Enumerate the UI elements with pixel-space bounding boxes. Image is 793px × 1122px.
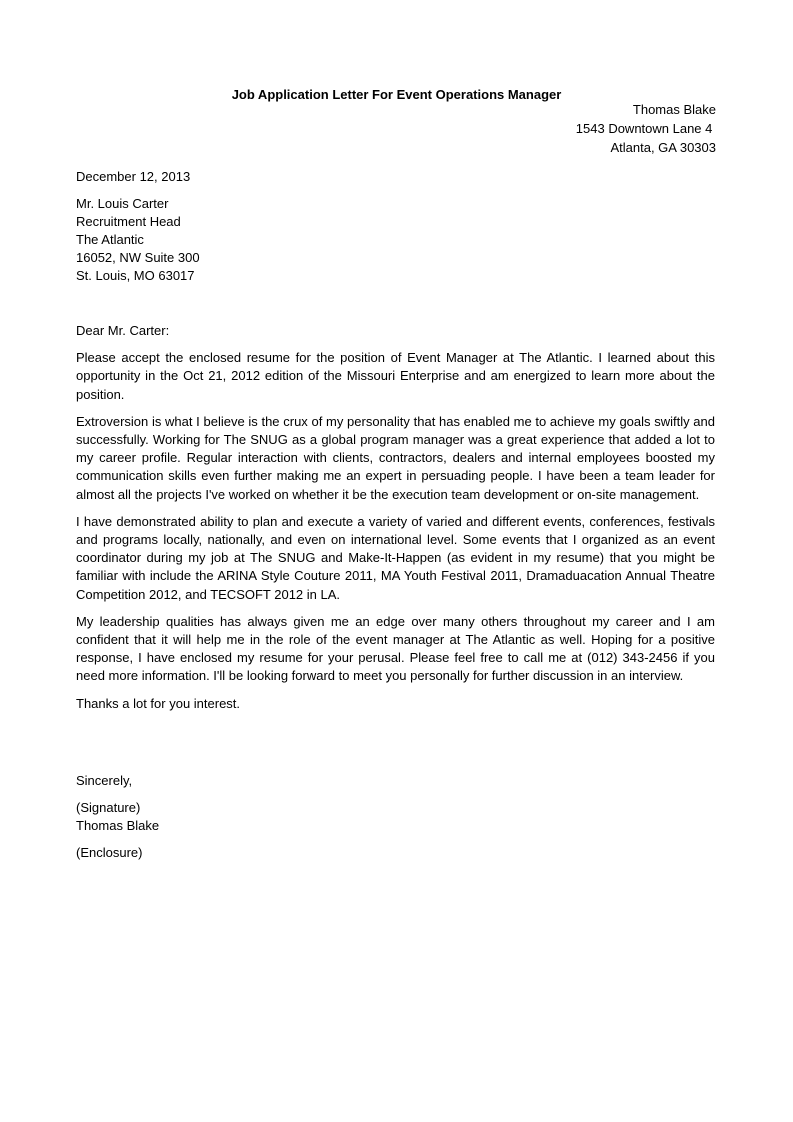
recipient-company: The Atlantic [76,232,144,247]
letter-body [76,322,715,722]
body-paragraph: My leadership qualities has always given me an edge over many others throughout my career and I am confident that it will help me in the role of the event manager at The Atlantic as well. Hoping for a positive response, I have enclosed my resume for your perusal. Please feel free to call me at (012) 343-2456 if you need more information. I'll be looking forward to meet you personally for further discussion in an interview. [76,613,715,684]
sender-city: Atlanta, GA 30303 [610,140,716,155]
salutation: Dear Mr. Carter: [76,323,170,338]
body-paragraph: Extroversion is what I believe is the crux of my personality that has enabled me to achieve my goals swiftly and successfully. Working for The SNUG as a global program manager was a great experience that added a lot to my career profile. Regular interaction with clients, contractors, dealers and internal employees boosted my communication skills even further making me an expert in persuading people. I have been a team leader for almost all the projects I've worked on whether it be the execution team development or on-site management. [76,413,715,502]
recipient-street: 16052, NW Suite 300 [76,250,200,265]
signer-name: Thomas Blake [76,818,160,833]
signature-placeholder: (Signature) [76,800,141,815]
body-paragraph: I have demonstrated ability to plan and execute a variety of varied and different events, conferences, festivals and programs locally, nationally, and even on international level. Some events that I organized as an event coordinator during my job at The SNUG and Make-It-Happen (as evident in my resume) that you might be familiar with include the ARINA Style Couture 2011, MA Youth Festival 2011, Dramaduacation Annual Theatre Competition 2012, and TECSOFT 2012 in LA. [76,513,715,602]
recipient-name: Mr. Louis Carter [76,196,169,211]
enclosure-note: (Enclosure) [76,845,143,860]
closing-block [76,772,159,862]
body-paragraph: Please accept the enclosed resume for the position of Event Manager at The Atlantic. I learned about this opportunity in the Oct 21, 2012 edition of the Missouri Enterprise and am energized to learn more about the position. [76,350,715,402]
sender-name: Thomas Blake [632,102,716,117]
sender-address-block [576,100,716,157]
letter-date: December 12, 2013 [76,169,191,184]
recipient-address-block [76,195,200,285]
recipient-city: St. Louis, MO 63017 [76,268,195,283]
recipient-position: Recruitment Head [76,214,181,229]
document-title: Job Application Letter For Event Operations Manager [231,87,562,102]
sender-street: 1543 Downtown Lane 4 [575,121,716,136]
body-paragraph: Thanks a lot for you interest. [76,695,241,711]
valediction: Sincerely, [76,773,133,788]
